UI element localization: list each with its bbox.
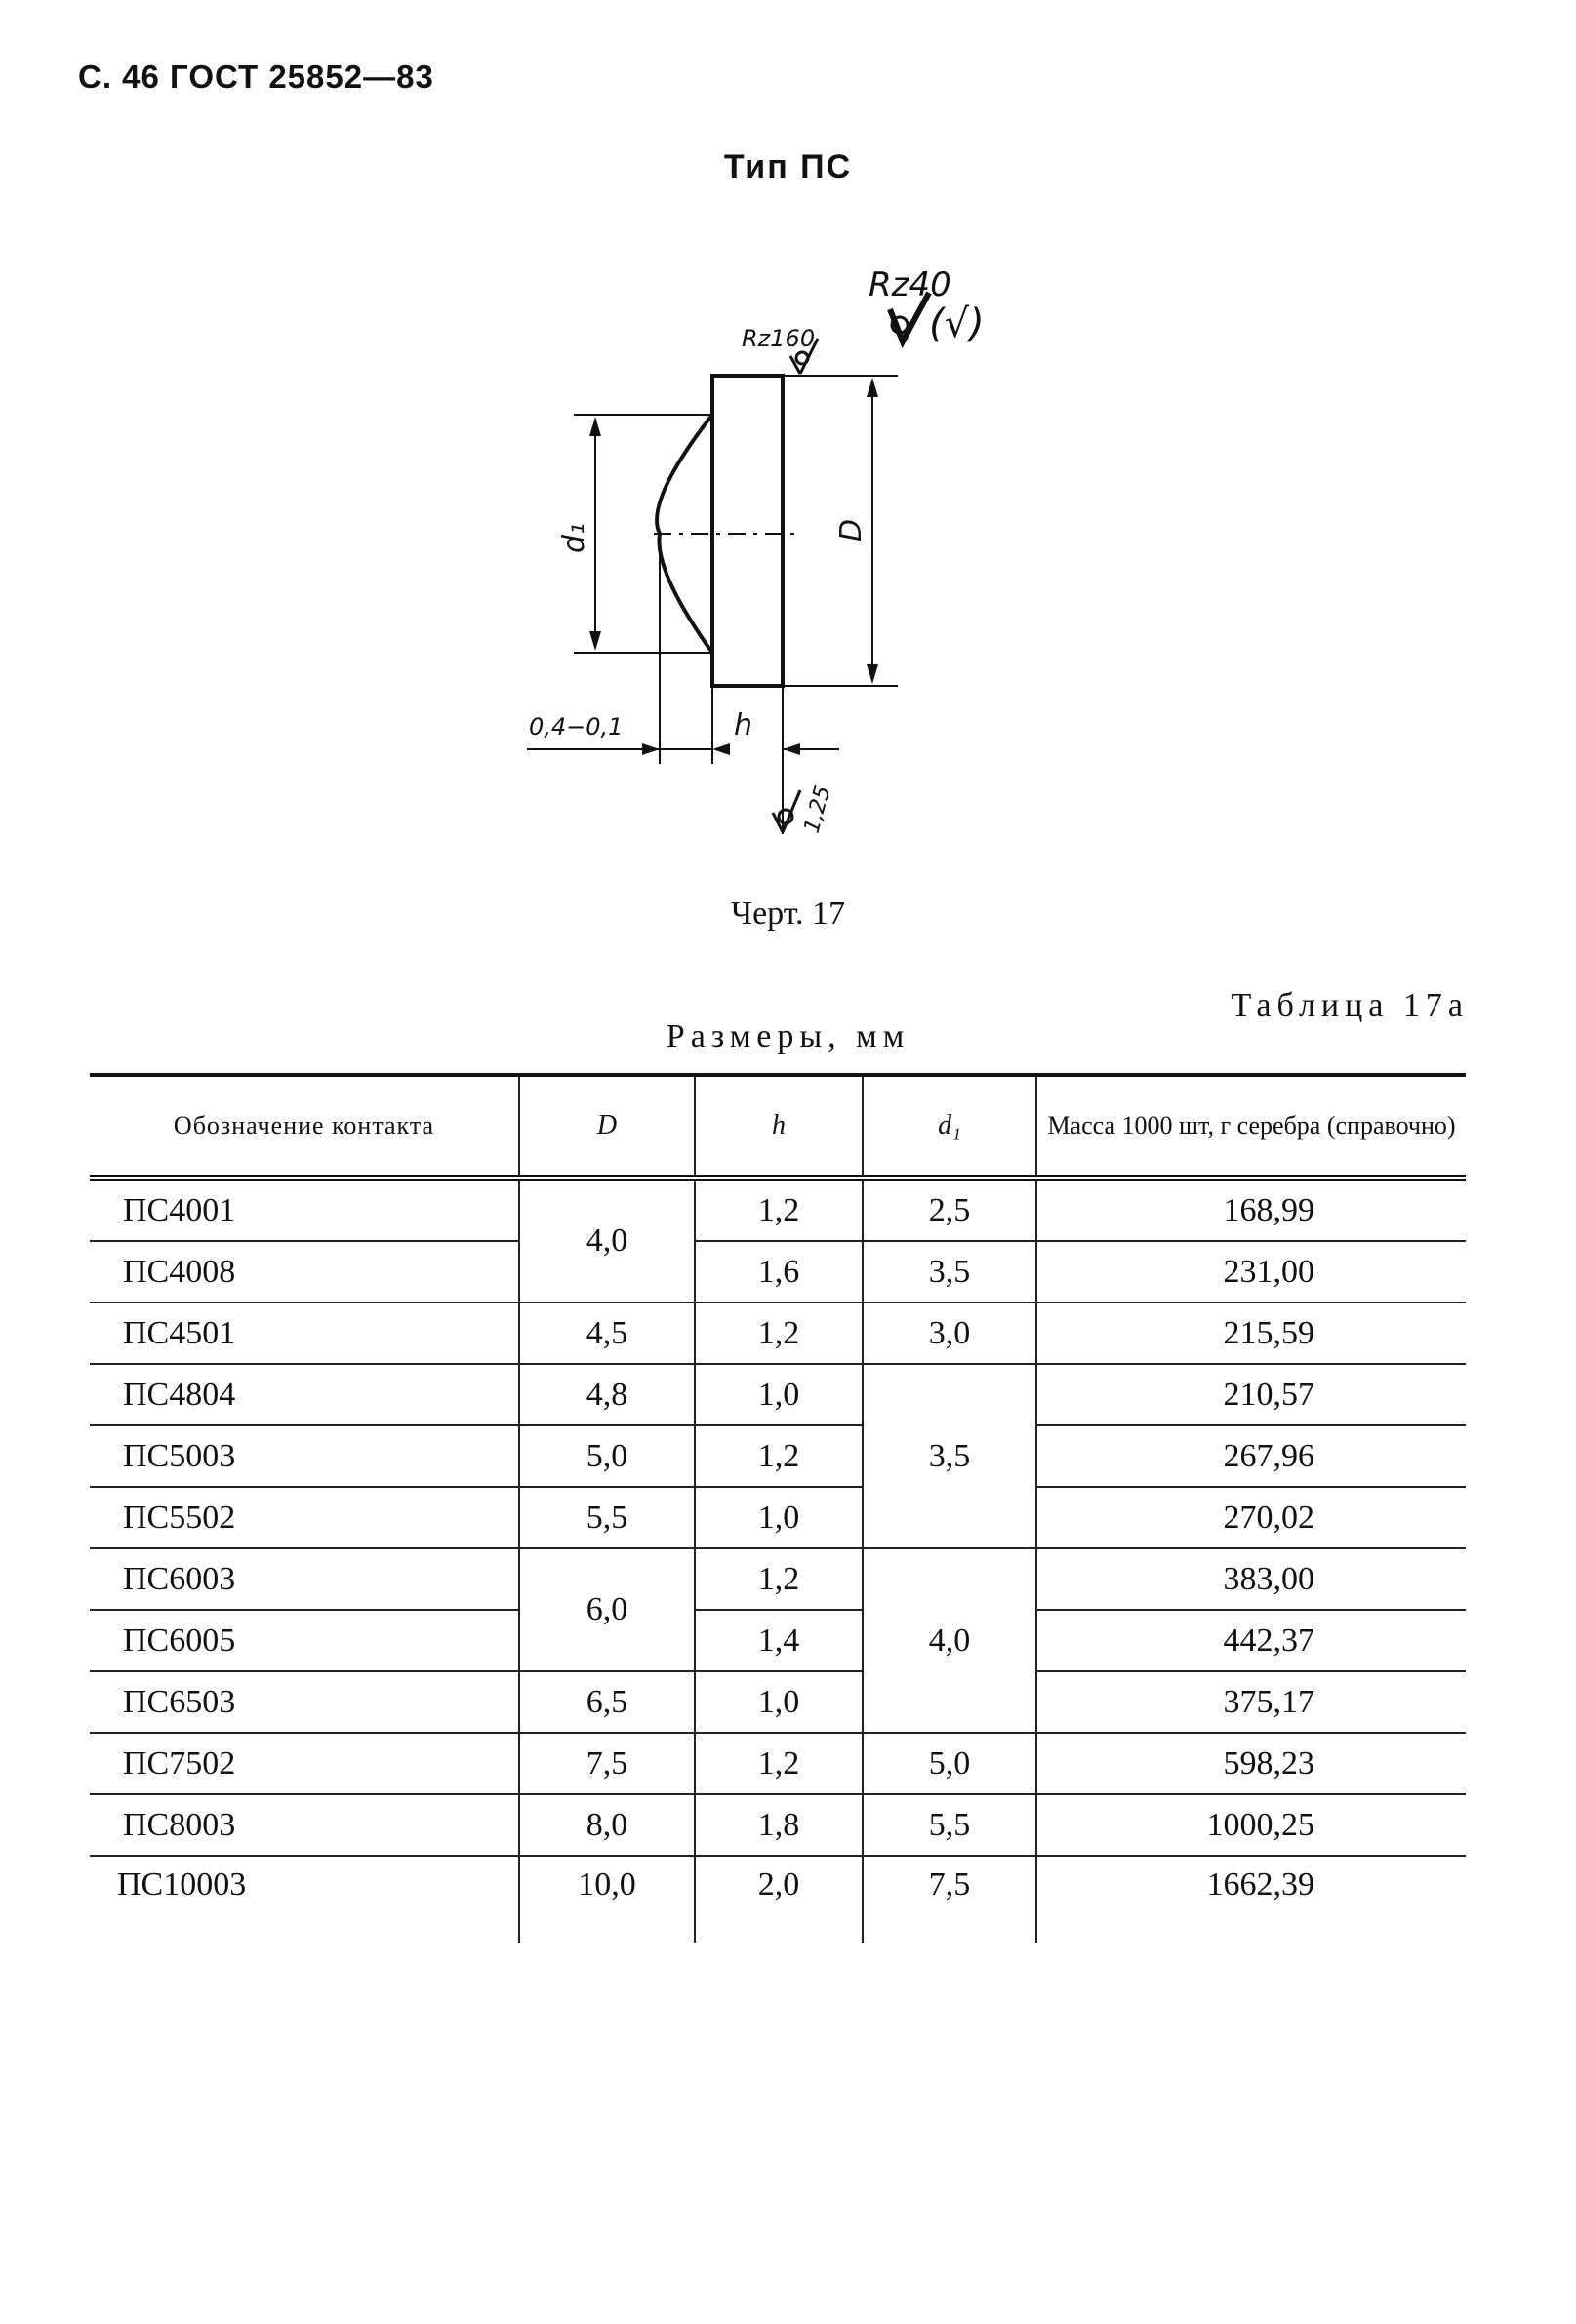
- dimensions-table: [90, 1073, 1466, 1943]
- cell-mass: 1000,25: [1036, 1794, 1466, 1856]
- table-label: Таблица 17а: [1231, 987, 1469, 1023]
- table-row: [90, 1671, 1466, 1733]
- table-row: [90, 1425, 1466, 1487]
- cell-h: 1,2: [695, 1733, 863, 1794]
- technical-drawing: [507, 249, 1054, 854]
- cell-designation: ПС4001: [90, 1178, 519, 1241]
- cell-D: 4,0: [519, 1178, 695, 1302]
- table-row: [90, 1178, 1466, 1241]
- cell-d1: 5,5: [863, 1794, 1036, 1856]
- table-row: [90, 1302, 1466, 1364]
- table-row: [90, 1856, 1466, 1943]
- cell-designation: ПС10003: [117, 1866, 247, 1903]
- cell-d1: 5,0: [863, 1733, 1036, 1794]
- cell-h: 1,0: [695, 1487, 863, 1548]
- arrow-D-bottom: [867, 664, 878, 684]
- cell-D: 4,8: [519, 1364, 695, 1425]
- cell-mass: 210,57: [1036, 1364, 1466, 1425]
- label-h: h: [734, 708, 753, 742]
- cell-mass: 1662,39: [1036, 1856, 1466, 1943]
- cell-d1: 4,0: [863, 1548, 1036, 1733]
- cell-designation: ПС4804: [90, 1364, 519, 1425]
- cell-mass: 598,23: [1036, 1733, 1466, 1794]
- cell-h: 1,2: [695, 1548, 863, 1610]
- cell-mass: 375,17: [1036, 1671, 1466, 1733]
- cell-mass: 267,96: [1036, 1425, 1466, 1487]
- units-label: Размеры, мм: [666, 1019, 910, 1055]
- type-title: Тип ПС: [723, 148, 853, 185]
- drawing-caption: Черт. 17: [730, 896, 846, 932]
- contact-drawing-svg: [507, 249, 1054, 854]
- cell-d1: 3,5: [863, 1364, 1036, 1548]
- cell-D: 5,5: [519, 1487, 695, 1548]
- cell-h: 2,0: [695, 1856, 863, 1943]
- cell-designation: ПС4501: [90, 1302, 519, 1364]
- cell-designation: ПС5502: [90, 1487, 519, 1548]
- cell-D: 10,0: [519, 1856, 695, 1943]
- cell-h: 1,2: [695, 1178, 863, 1241]
- cell-designation: ПС4008: [90, 1241, 519, 1302]
- cell-D: 6,0: [519, 1548, 695, 1671]
- label-tolerance: 0,4−0,1: [529, 713, 624, 741]
- table-row: [90, 1733, 1466, 1794]
- table-row: [90, 1241, 1466, 1302]
- cell-mass: 383,00: [1036, 1548, 1466, 1610]
- table-row: [90, 1610, 1466, 1671]
- label-rz160: Rz160: [742, 325, 816, 352]
- cell-mass: 168,99: [1036, 1178, 1466, 1241]
- table-header-row: [90, 1075, 1466, 1178]
- cell-D: 7,5: [519, 1733, 695, 1794]
- cell-d1: 2,5: [863, 1178, 1036, 1241]
- arrow-d1-bottom: [589, 631, 601, 651]
- cell-D: 4,5: [519, 1302, 695, 1364]
- cell-designation: ПС6003: [90, 1548, 519, 1610]
- cell-D: 8,0: [519, 1794, 695, 1856]
- page-header: С. 46 ГОСТ 25852—83: [78, 59, 434, 95]
- cell-designation: ПС6005: [90, 1610, 519, 1671]
- cell-h: 1,4: [695, 1610, 863, 1671]
- arrow-D-top: [867, 378, 878, 397]
- cell-designation: ПС5003: [90, 1425, 519, 1487]
- cell-designation: ПС6503: [90, 1671, 519, 1733]
- label-check: (√): [929, 301, 985, 346]
- header-mass: Масса 1000 шт, г серебра (справочно): [1036, 1075, 1466, 1178]
- cell-h: 1,2: [695, 1302, 863, 1364]
- cell-h: 1,2: [695, 1425, 863, 1487]
- cell-h: 1,0: [695, 1671, 863, 1733]
- table-row: [90, 1487, 1466, 1548]
- cell-d1: 3,5: [863, 1241, 1036, 1302]
- header-designation: Обозначение контакта: [173, 1111, 435, 1141]
- label-D: D: [834, 518, 869, 541]
- label-ra: 1,25: [799, 782, 836, 836]
- cell-h: 1,6: [695, 1241, 863, 1302]
- cell-mass: 231,00: [1036, 1241, 1466, 1302]
- cell-mass: 270,02: [1036, 1487, 1466, 1548]
- cell-designation: ПС7502: [90, 1733, 519, 1794]
- cell-D: 5,0: [519, 1425, 695, 1487]
- contact-body: [712, 376, 783, 686]
- header-d1: d₁: [863, 1075, 1036, 1178]
- header-h: h: [695, 1075, 863, 1178]
- cell-h: 1,8: [695, 1794, 863, 1856]
- cell-mass: 442,37: [1036, 1610, 1466, 1671]
- cell-d1: 3,0: [863, 1302, 1036, 1364]
- arrow-d1-top: [589, 417, 601, 436]
- arrow-h-left: [712, 743, 730, 755]
- header-D: D: [519, 1075, 695, 1178]
- roughness-circle-rz160: [796, 352, 808, 364]
- table-row: [90, 1364, 1466, 1425]
- cell-designation: ПС8003: [90, 1794, 519, 1856]
- cell-h: 1,0: [695, 1364, 863, 1425]
- table-row: [90, 1794, 1466, 1856]
- arrow-tolerance: [642, 743, 660, 755]
- cell-d1: 7,5: [863, 1856, 1036, 1943]
- table-row: [90, 1548, 1466, 1610]
- label-d1: d₁: [557, 522, 591, 553]
- label-rz40: Rz40: [869, 265, 951, 304]
- cell-D: 6,5: [519, 1671, 695, 1733]
- cell-mass: 215,59: [1036, 1302, 1466, 1364]
